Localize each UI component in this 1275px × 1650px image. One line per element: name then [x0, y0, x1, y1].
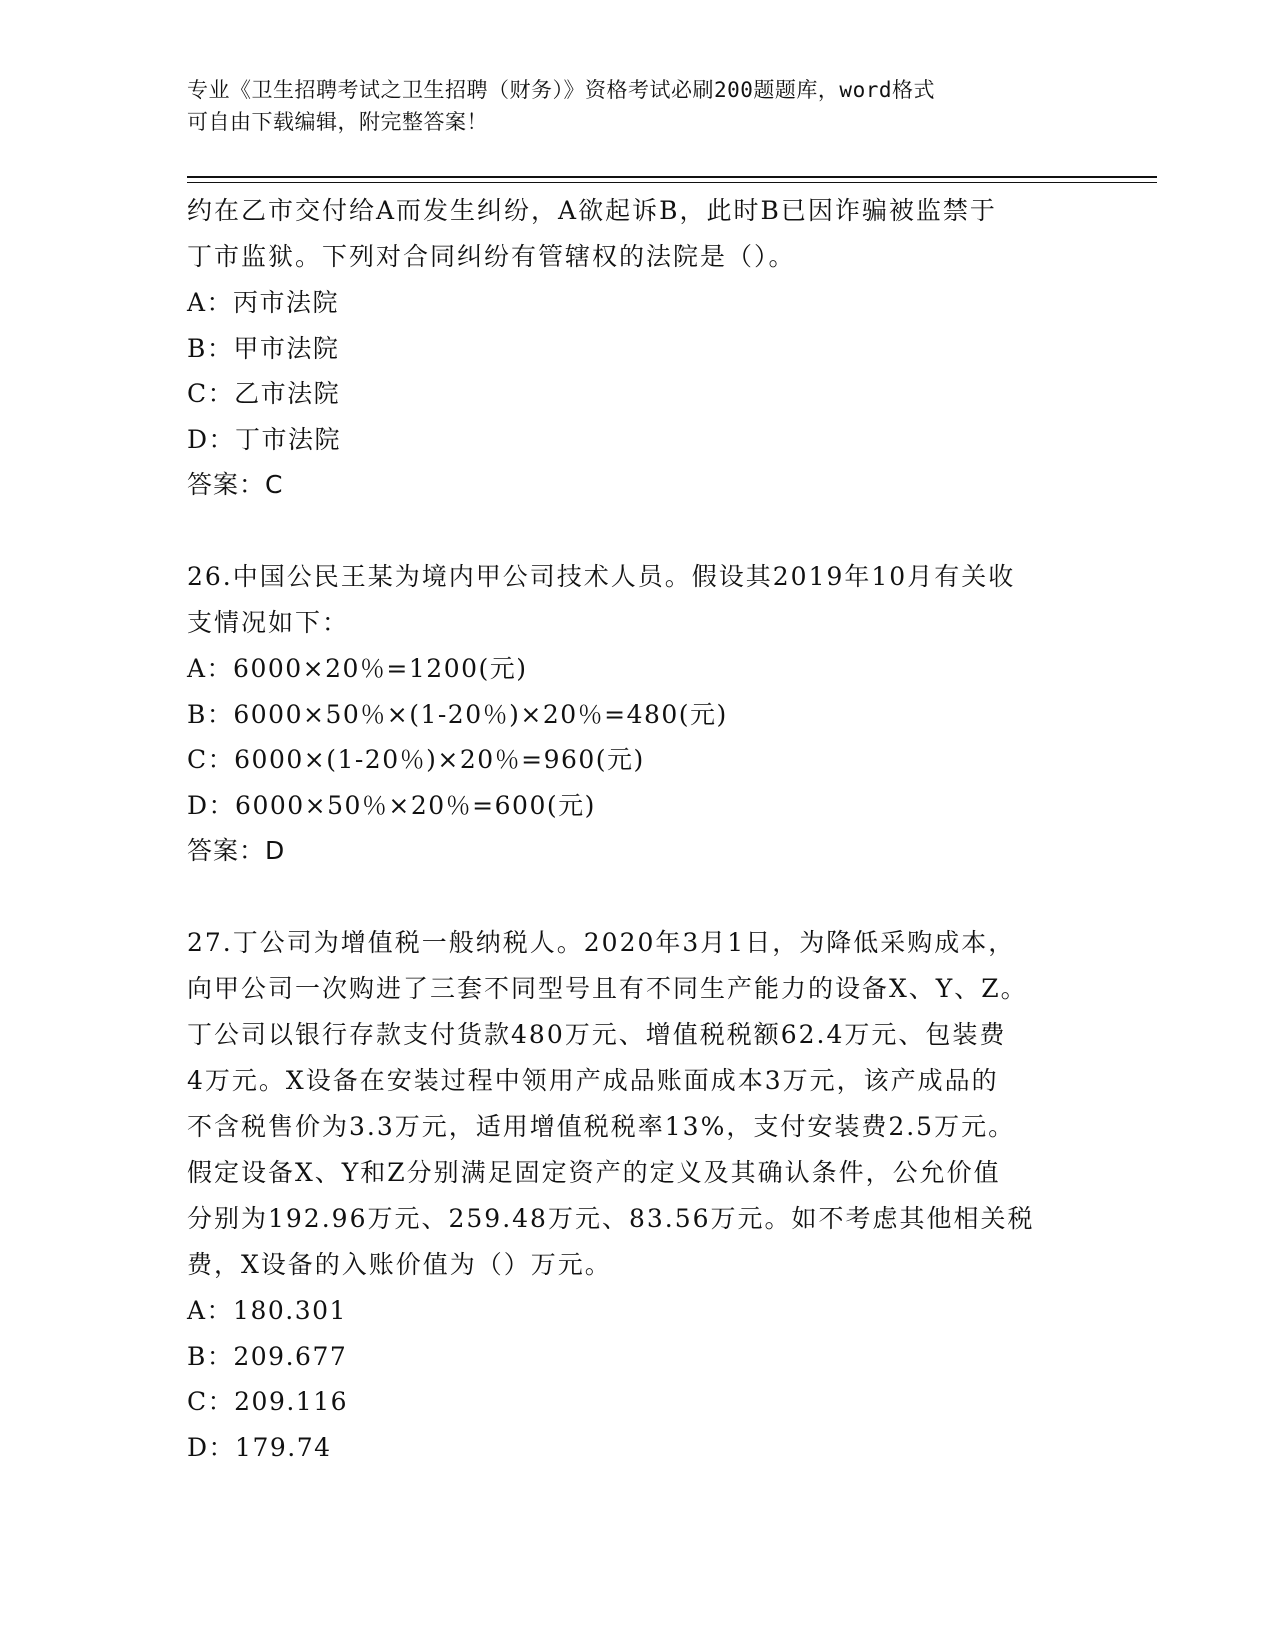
question-stem-line: 丁公司以银行存款支付货款480万元、增值税税额62.4万元、包装费 — [187, 1020, 1007, 1049]
question-stem-line: 费，X设备的入账价值为（）万元。 — [187, 1250, 612, 1279]
question-stem-line: 约在乙市交付给A而发生纠纷，A欲起诉B，此时B已因诈骗被监禁于 — [187, 196, 997, 225]
question-27 — [187, 920, 1067, 1470]
question-stem-line: 不含税售价为3.3万元，适用增值税税率13%，支付安装费2.5万元。 — [187, 1112, 1016, 1141]
header-divider-thin — [187, 182, 1157, 183]
question-stem-line: 支情况如下： — [187, 608, 350, 637]
question-stem-line: 4万元。X设备在安装过程中领用产成品账面成本3万元，该产成品的 — [187, 1066, 999, 1095]
option-b: B：209.677 — [187, 1341, 348, 1371]
question-stem-line: 26.中国公民王某为境内甲公司技术人员。假设其2019年10月有关收 — [187, 562, 1016, 591]
option-a: A：180.301 — [187, 1296, 347, 1325]
option-b: B：6000×50％×(1-20％)×20％=480(元) — [187, 699, 728, 729]
header-line-1: 专业《卫生招聘考试之卫生招聘（财务）》资格考试必刷200题题库，word格式 — [187, 78, 935, 102]
question-stem-line: 分别为192.96万元、259.48万元、83.56万元。如不考虑其他相关税 — [187, 1204, 1035, 1233]
question-stem-line: 假定设备X、Y和Z分别满足固定资产的定义及其确认条件，公允价值 — [187, 1158, 1001, 1187]
option-a: A：丙市法院 — [187, 288, 340, 317]
question-stem-line: 丁市监狱。下列对合同纠纷有管辖权的法院是（）。 — [187, 242, 796, 271]
header-divider-thick — [187, 176, 1157, 178]
option-d: D：179.74 — [187, 1432, 332, 1462]
spacer — [187, 508, 1067, 554]
option-a: A：6000×20％=1200(元) — [187, 654, 528, 683]
option-c: C：209.116 — [187, 1387, 349, 1416]
answer-line: 答案：C — [187, 470, 284, 499]
option-c: C：6000×(1-20％)×20％=960(元) — [187, 745, 645, 774]
header-line-2: 可自由下载编辑，附完整答案！ — [187, 110, 488, 134]
question-25 — [187, 188, 1067, 508]
option-d: D：丁市法院 — [187, 424, 342, 454]
option-b: B：甲市法院 — [187, 333, 340, 363]
spacer — [187, 874, 1067, 920]
question-26 — [187, 554, 1067, 874]
option-c: C：乙市法院 — [187, 379, 341, 408]
answer-line: 答案：D — [187, 836, 286, 865]
question-stem-line: 向甲公司一次购进了三套不同型号且有不同生产能力的设备X、Y、Z。 — [187, 974, 1028, 1003]
question-stem-line: 27.丁公司为增值税一般纳税人。2020年3月1日，为降低采购成本， — [187, 928, 1016, 957]
document-body — [187, 188, 1067, 1470]
option-d: D：6000×50％×20％=600(元) — [187, 790, 596, 820]
document-header — [187, 74, 1067, 138]
